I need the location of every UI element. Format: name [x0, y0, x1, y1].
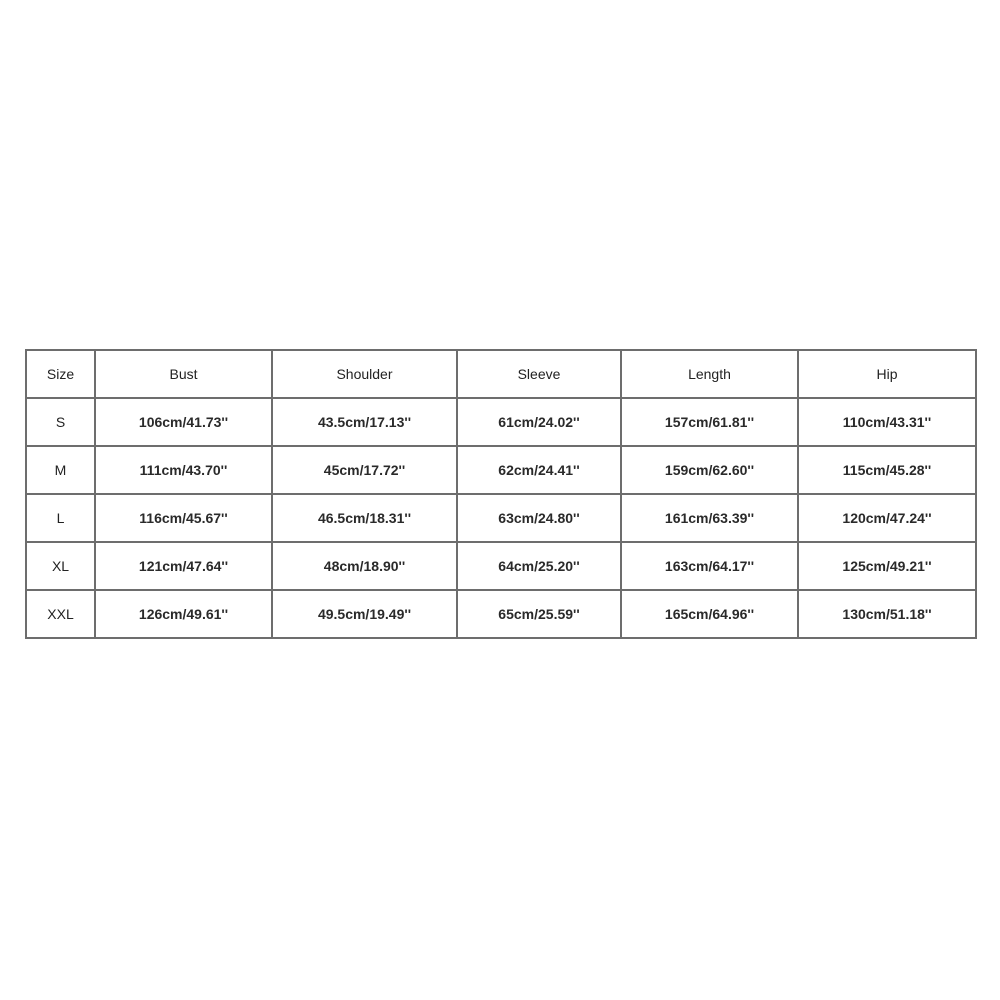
size-cell: XXL — [26, 590, 95, 638]
shoulder-cell: 43.5cm/17.13'' — [272, 398, 457, 446]
header-bust: Bust — [95, 350, 272, 398]
length-cell: 157cm/61.81'' — [621, 398, 798, 446]
size-cell: L — [26, 494, 95, 542]
table-row — [26, 446, 976, 494]
bust-cell: 111cm/43.70'' — [95, 446, 272, 494]
length-cell: 163cm/64.17'' — [621, 542, 798, 590]
bust-cell: 116cm/45.67'' — [95, 494, 272, 542]
hip-cell: 120cm/47.24'' — [798, 494, 976, 542]
bust-cell: 126cm/49.61'' — [95, 590, 272, 638]
table-row — [26, 542, 976, 590]
table-row — [26, 494, 976, 542]
length-cell: 159cm/62.60'' — [621, 446, 798, 494]
sleeve-cell: 62cm/24.41'' — [457, 446, 621, 494]
header-shoulder: Shoulder — [272, 350, 457, 398]
header-size: Size — [26, 350, 95, 398]
header-length: Length — [621, 350, 798, 398]
table-header-row — [26, 350, 976, 398]
size-cell: M — [26, 446, 95, 494]
length-cell: 161cm/63.39'' — [621, 494, 798, 542]
bust-cell: 106cm/41.73'' — [95, 398, 272, 446]
header-sleeve: Sleeve — [457, 350, 621, 398]
shoulder-cell: 48cm/18.90'' — [272, 542, 457, 590]
table-row — [26, 398, 976, 446]
shoulder-cell: 49.5cm/19.49'' — [272, 590, 457, 638]
bust-cell: 121cm/47.64'' — [95, 542, 272, 590]
header-hip: Hip — [798, 350, 976, 398]
hip-cell: 115cm/45.28'' — [798, 446, 976, 494]
sleeve-cell: 65cm/25.59'' — [457, 590, 621, 638]
shoulder-cell: 45cm/17.72'' — [272, 446, 457, 494]
length-cell: 165cm/64.96'' — [621, 590, 798, 638]
hip-cell: 130cm/51.18'' — [798, 590, 976, 638]
size-cell: XL — [26, 542, 95, 590]
size-chart-table — [25, 349, 977, 639]
hip-cell: 125cm/49.21'' — [798, 542, 976, 590]
size-cell: S — [26, 398, 95, 446]
sleeve-cell: 64cm/25.20'' — [457, 542, 621, 590]
hip-cell: 110cm/43.31'' — [798, 398, 976, 446]
sleeve-cell: 63cm/24.80'' — [457, 494, 621, 542]
table-row — [26, 590, 976, 638]
shoulder-cell: 46.5cm/18.31'' — [272, 494, 457, 542]
sleeve-cell: 61cm/24.02'' — [457, 398, 621, 446]
